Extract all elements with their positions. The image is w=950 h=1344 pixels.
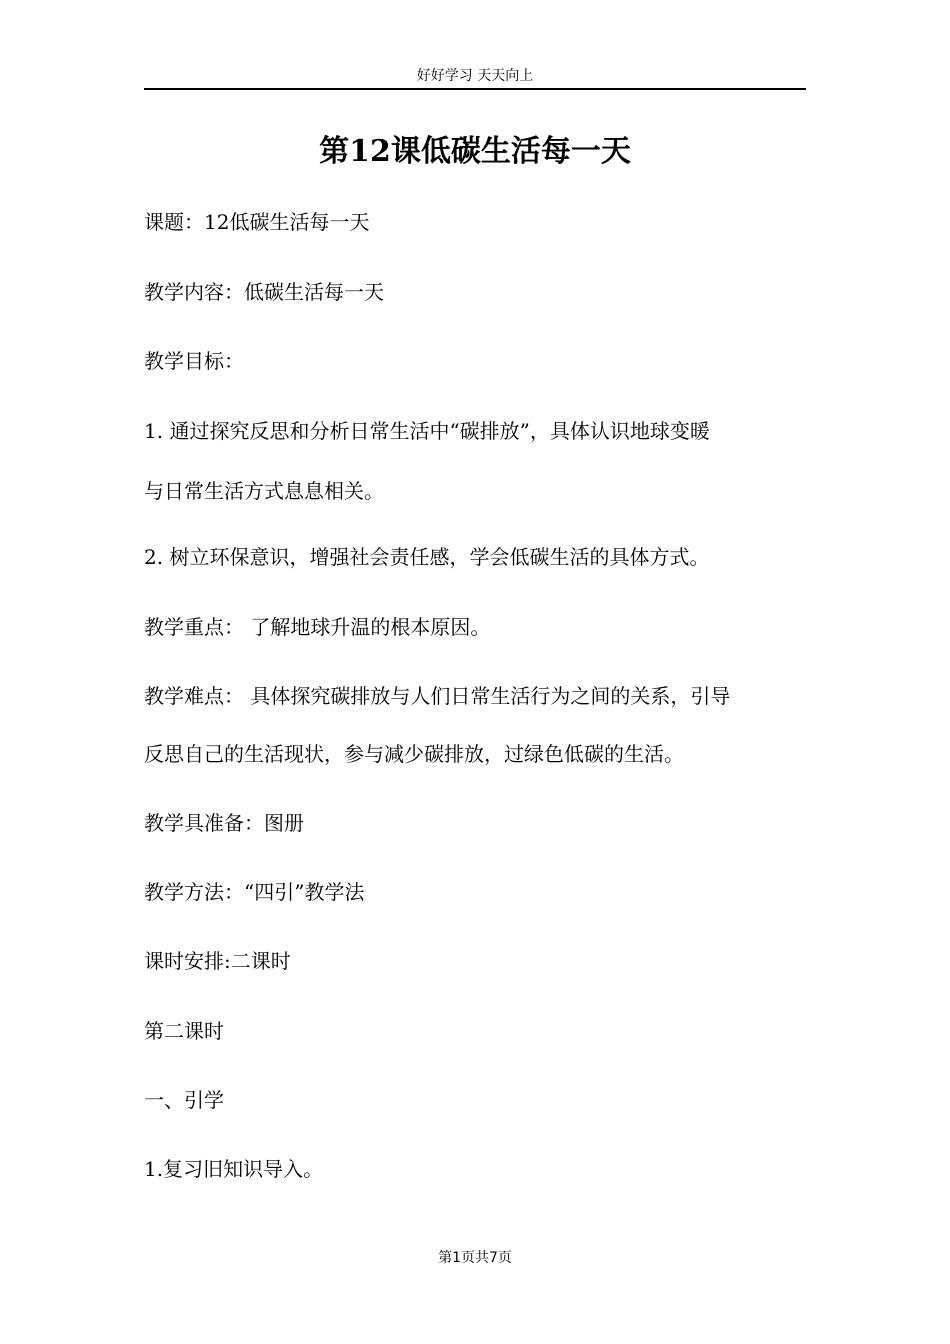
teaching-method: 教学方法：“四引”教学法	[144, 880, 365, 904]
objective-1-line-1: 1. 通过探究反思和分析日常生活中“碳排放”，具体认识地球变暖	[144, 419, 710, 443]
teaching-aids: 教学具准备：图册	[144, 811, 304, 835]
teaching-content: 教学内容：低碳生活每一天	[144, 280, 384, 304]
second-lesson-heading: 第二课时	[144, 1019, 224, 1043]
section-one-heading: 一、引学	[144, 1088, 224, 1112]
objective-1-line-2: 与日常生活方式息息相关。	[144, 479, 384, 503]
class-schedule: 课时安排:二课时	[144, 949, 291, 973]
teaching-difficulties-line-1: 教学难点： 具体探究碳排放与人们日常生活行为之间的关系，引导	[144, 684, 731, 708]
teaching-key-points: 教学重点： 了解地球升温的根本原因。	[144, 615, 491, 639]
document-title: 第12课低碳生活每一天	[319, 134, 631, 169]
lesson-topic: 课题：12低碳生活每一天	[144, 210, 370, 234]
teaching-objectives-heading: 教学目标：	[144, 349, 244, 373]
page-footer: 第1页共7页	[438, 1250, 512, 1266]
step-1: 1.复习旧知识导入。	[144, 1157, 324, 1181]
teaching-difficulties-line-2: 反思自己的生活现状，参与减少碳排放，过绿色低碳的生活。	[144, 742, 684, 766]
objective-2: 2. 树立环保意识，增强社会责任感，学会低碳生活的具体方式。	[144, 545, 710, 569]
page-header: 好好学习 天天向上	[144, 66, 806, 90]
